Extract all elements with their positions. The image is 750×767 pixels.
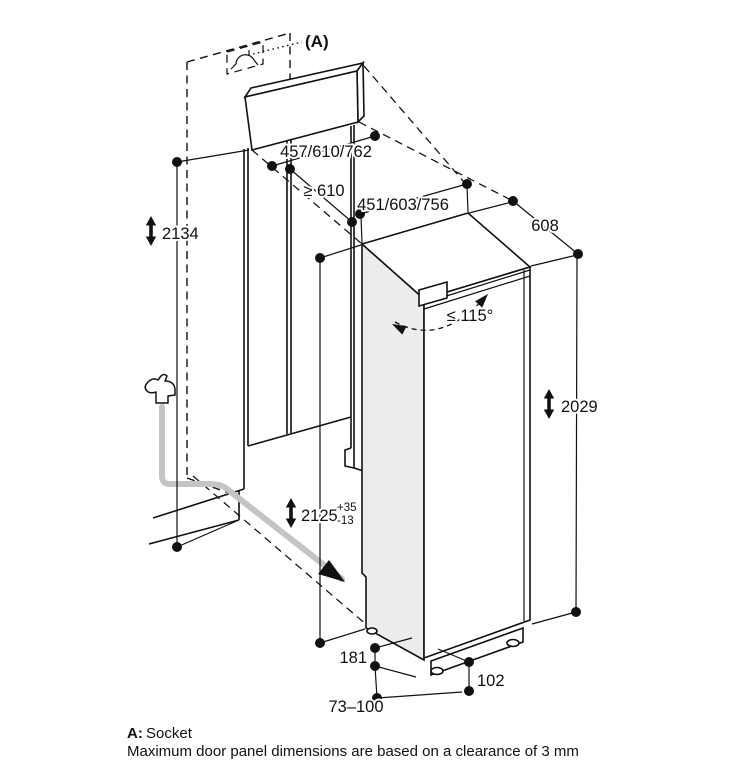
water-hose [162,407,342,579]
water-tap-icon [145,375,175,404]
plinth-height-label: 73–100 [328,698,384,716]
door-panel-width-label: 457/610/762 [280,143,372,161]
socket-marker [227,32,329,74]
dim-niche-depth [285,164,357,227]
double-arrow-icon [286,498,296,528]
top-panel [245,63,364,150]
dim-niche-height [286,245,365,648]
door-angle-label: ≤ 115° [446,307,494,325]
niche-height-tol-minus: -13 [337,515,354,527]
socket-leader-line [253,42,302,54]
appliance-door-face [424,267,530,658]
overall-height-label: 2134 [162,225,199,243]
base-height-label: 181 [339,649,367,667]
caption [127,725,579,760]
appliance-foot [431,668,443,675]
caption-ref-key: A: [127,725,143,742]
double-arrow-icon [146,216,156,246]
caption-ref-value: Socket [146,725,192,742]
caption-note: Maximum door panel dimensions are based on a clearance of 3 mm [127,743,579,760]
double-arrow-icon [544,389,554,419]
dim-appliance-height [532,254,598,624]
appliance-depth-label: 608 [531,217,559,235]
niche-height-tol-plus: +35 [337,502,357,514]
niche-width-label: 451/603/756 [357,196,449,214]
socket-ref-label: (A) [305,32,329,51]
niche-depth-label: ≥ 610 [303,182,345,200]
foot-inset-label: 102 [477,672,505,690]
appliance-height-label: 2029 [561,398,598,416]
appliance-side-face [362,244,424,660]
appliance-foot [507,640,519,647]
appliance-foot [367,628,377,634]
niche-height-label: 2125 [301,507,338,525]
appliance [362,213,530,675]
